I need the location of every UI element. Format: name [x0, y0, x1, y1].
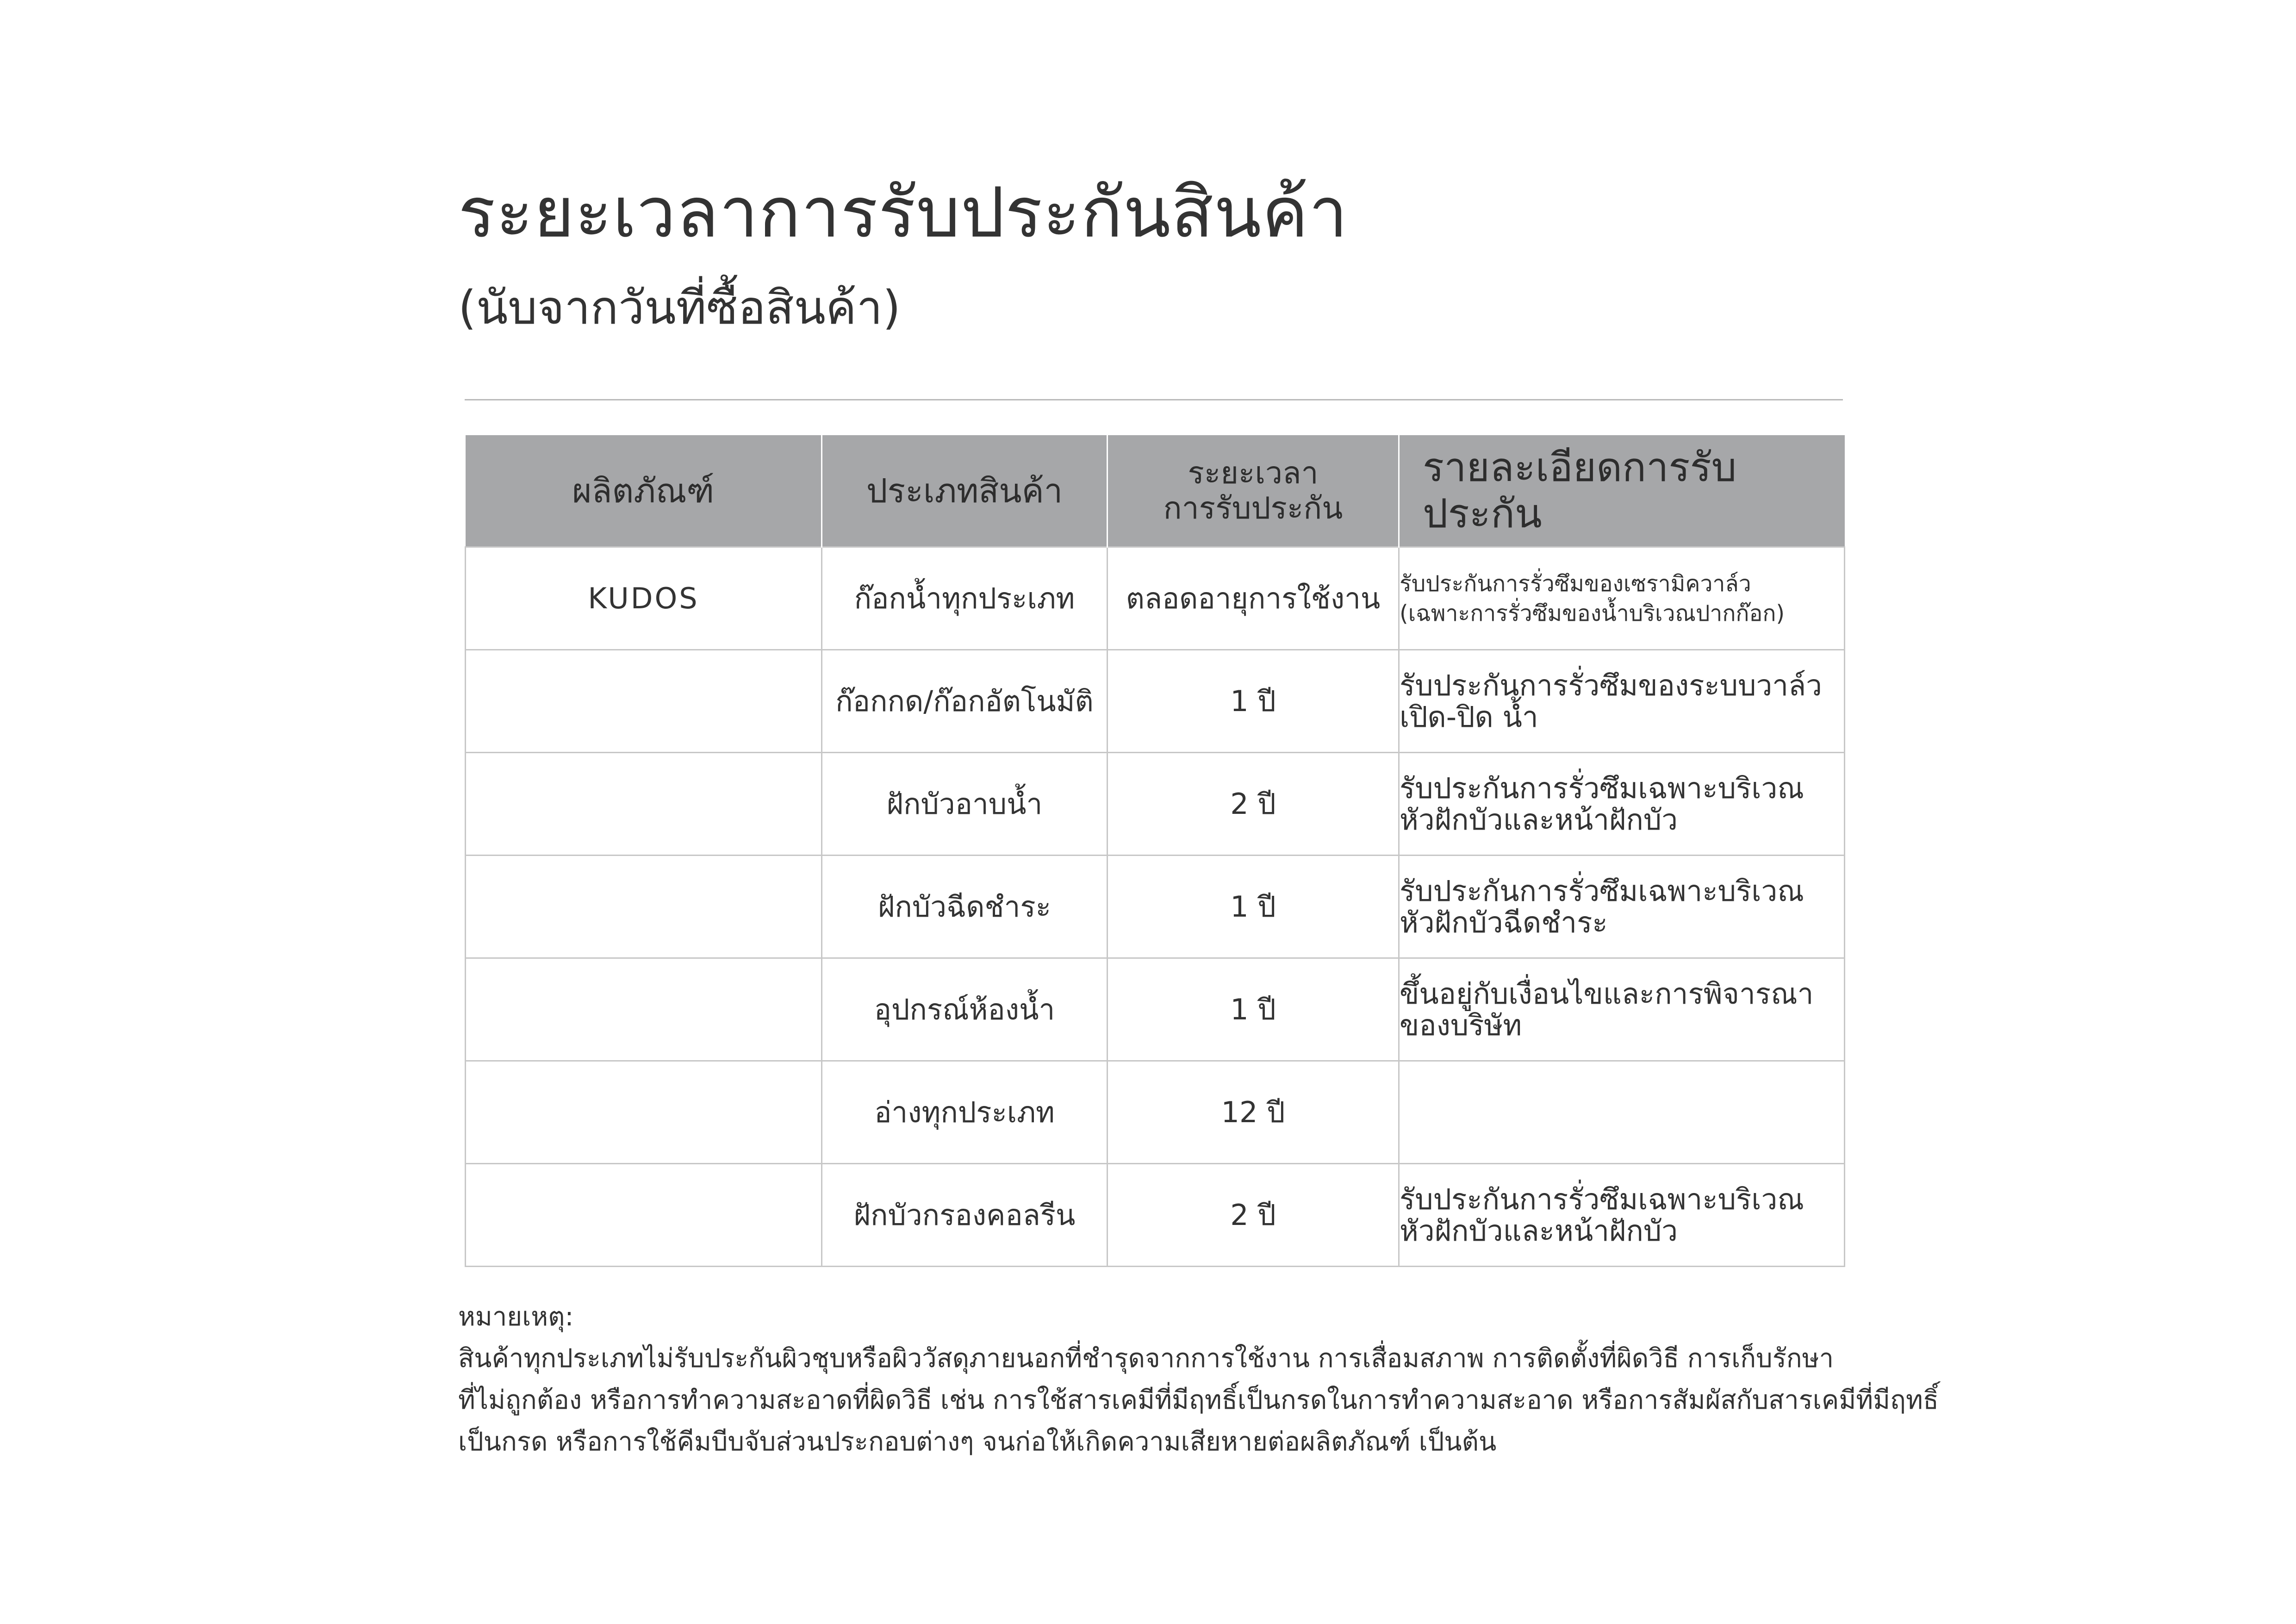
- detail-line: หัวฝักบัวและหน้าฝักบัว: [1400, 1213, 1678, 1248]
- cell-period: 1 ปี: [1108, 856, 1399, 958]
- cell-product: KUDOS: [466, 547, 822, 650]
- detail-line: รับประกันการรั่วซึมของเซรามิควาล์ว: [1400, 570, 1751, 597]
- cell-type: ก๊อกกด/ก๊อกอัตโนมัติ: [822, 650, 1108, 753]
- detail-line: รับประกันการรั่วซึมของระบบวาล์ว: [1400, 668, 1822, 702]
- notes: [458, 1296, 1939, 1463]
- table-row: [466, 650, 1845, 753]
- warranty-table: [465, 435, 1845, 1267]
- cell-period: 2 ปี: [1108, 753, 1399, 856]
- header-period-line2: การรับประกัน: [1163, 490, 1343, 526]
- detail-line: (เฉพาะการรั่วซึมของน้ำบริเวณปากก๊อก): [1400, 600, 1785, 626]
- detail-line: รับประกันการรั่วซึมเฉพาะบริเวณ: [1400, 771, 1804, 805]
- divider: [465, 399, 1843, 400]
- header-period: [1108, 435, 1399, 547]
- notes-heading: หมายเหตุ:: [458, 1302, 574, 1332]
- header-period-line1: ระยะเวลา: [1188, 455, 1319, 491]
- cell-detail: [1399, 958, 1845, 1061]
- header-type: ประเภทสินค้า: [822, 435, 1108, 547]
- cell-type: อ่างทุกประเภท: [822, 1061, 1108, 1164]
- detail-line: เปิด-ปิด น้ำ: [1400, 700, 1538, 734]
- detail-line: ขึ้นอยู่กับเงื่อนไขและการพิจารณา: [1400, 976, 1814, 1011]
- detail-line: รับประกันการรั่วซึมเฉพาะบริเวณ: [1400, 874, 1804, 908]
- cell-type: ฝักบัวอาบน้ำ: [822, 753, 1108, 856]
- table-row: [466, 1164, 1845, 1267]
- table-row: [466, 547, 1845, 650]
- cell-type: ฝักบัวฉีดชำระ: [822, 856, 1108, 958]
- cell-detail: [1399, 547, 1845, 650]
- cell-product: [466, 650, 822, 753]
- detail-line: หัวฝักบัวฉีดชำระ: [1400, 905, 1608, 939]
- cell-period: 12 ปี: [1108, 1061, 1399, 1164]
- cell-product: [466, 856, 822, 958]
- cell-product: [466, 958, 822, 1061]
- table-row: [466, 753, 1845, 856]
- cell-period: ตลอดอายุการใช้งาน: [1108, 547, 1399, 650]
- detail-line: รับประกันการรั่วซึมเฉพาะบริเวณ: [1400, 1182, 1804, 1216]
- notes-line: เป็นกรด หรือการใช้คีมบีบจับส่วนประกอบต่างๆ จนก่อให้เกิดความเสียหายต่อผลิตภัณฑ์ เป็นต้น: [458, 1427, 1497, 1457]
- header-detail: รายละเอียดการรับประกัน: [1399, 435, 1845, 547]
- cell-detail: [1399, 1061, 1845, 1164]
- table-row: [466, 856, 1845, 958]
- cell-detail: [1399, 753, 1845, 856]
- cell-period: 2 ปี: [1108, 1164, 1399, 1267]
- cell-detail: [1399, 856, 1845, 958]
- cell-detail: [1399, 650, 1845, 753]
- cell-type: อุปกรณ์ห้องน้ำ: [822, 958, 1108, 1061]
- page-subtitle: (นับจากวันที่ซื้อสินค้า): [458, 281, 901, 335]
- notes-line: ที่ไม่ถูกต้อง หรือการทำความสะอาดที่ผิดวิธี เช่น การใช้สารเคมีที่มีฤทธิ์เป็นกรดในการทำความสะอาด หรือการสัมผัสกับสารเคมีที่มีฤทธิ์: [458, 1385, 1939, 1415]
- cell-product: [466, 753, 822, 856]
- notes-line: สินค้าทุกประเภทไม่รับประกันผิวชุบหรือผิววัสดุภายนอกที่ชำรุดจากการใช้งาน การเสื่อมสภาพ การติดตั้งที่ผิดวิธี การเก็บรักษา: [458, 1343, 1834, 1374]
- cell-type: ฝักบัวกรองคอลรีน: [822, 1164, 1108, 1267]
- detail-line: ของบริษัท: [1400, 1008, 1522, 1042]
- table-row: [466, 958, 1845, 1061]
- cell-period: 1 ปี: [1108, 650, 1399, 753]
- cell-detail: [1399, 1164, 1845, 1267]
- cell-period: 1 ปี: [1108, 958, 1399, 1061]
- cell-product: [466, 1061, 822, 1164]
- header-product: ผลิตภัณฑ์: [466, 435, 822, 547]
- table-header-row: [466, 435, 1845, 547]
- detail-line: หัวฝักบัวและหน้าฝักบัว: [1400, 802, 1678, 837]
- cell-type: ก๊อกน้ำทุกประเภท: [822, 547, 1108, 650]
- cell-product: [466, 1164, 822, 1267]
- table-row: [466, 1061, 1845, 1164]
- page-title: ระยะเวลาการรับประกันสินค้า: [458, 173, 1349, 253]
